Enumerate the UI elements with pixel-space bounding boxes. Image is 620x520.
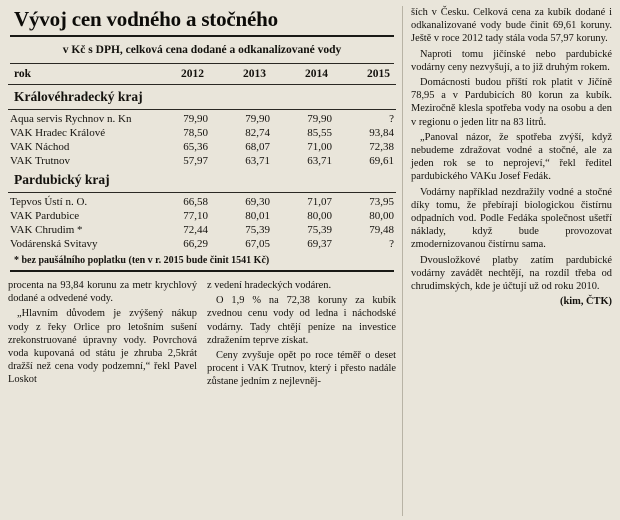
cell-2012: 77,10 — [183, 210, 209, 223]
cell-2014: 69,37 — [307, 238, 333, 251]
cell-2014: 79,90 — [307, 113, 333, 126]
cell-2015: 72,38 — [369, 141, 395, 154]
cell-2014: 71,07 — [307, 196, 333, 209]
table-row — [8, 223, 396, 237]
cell-2013: 80,01 — [245, 210, 271, 223]
page-columns — [8, 6, 612, 516]
cell-2014: 71,00 — [307, 141, 333, 154]
row-label: VAK Trutnov — [10, 155, 71, 168]
table-bottom-divider — [10, 270, 394, 272]
table-subtitle: v Kč s DPH, celková cena dodané a odkanalizované vody — [62, 44, 342, 57]
paragraph: ších v Česku. Celková cena za kubík dodané i odkanalizované vody bude činit 69,61 koruny. Ještě v roce 2012 tady stála voda 57,97 koruny. — [411, 7, 612, 45]
headline-divider — [10, 35, 394, 37]
row-label: VAK Náchod — [10, 141, 70, 154]
table-body — [8, 85, 396, 252]
cell-2013: 75,39 — [245, 224, 271, 237]
paragraph: Naproti tomu jičínské nebo pardubické vodárny ceny nezvyšují, a to již druhým rokem. — [411, 48, 612, 73]
column-header-2012: 2012 — [181, 68, 205, 81]
row-label: VAK Chrudim * — [10, 224, 83, 237]
cell-2014: 85,55 — [307, 127, 333, 140]
cell-2012: 66,58 — [183, 196, 209, 209]
region-heading-kralovehradecky: Královéhradecký kraj — [14, 89, 143, 105]
article-body-columns — [8, 279, 396, 391]
paragraph: procenta na 93,84 korunu za metr krychlový dodané a odvedené vody. — [8, 280, 198, 305]
table-header-row — [8, 67, 396, 81]
table-row — [8, 195, 396, 209]
cell-2015: 93,84 — [369, 127, 395, 140]
cell-2015: 79,48 — [369, 224, 395, 237]
row-label: Aqua servis Rychnov n. Kn — [10, 113, 132, 126]
cell-2014: 75,39 — [307, 224, 333, 237]
rates-table — [8, 67, 396, 251]
paragraph: Ceny zvyšuje opět po roce téměř o deset procent i VAK Trutnov, který i přesto nadále zůstane jedním z nejlevněj- — [207, 350, 397, 388]
table-row — [8, 126, 396, 140]
cell-2012: 65,36 — [183, 141, 209, 154]
cell-2012: 79,90 — [183, 113, 209, 126]
cell-2012: 78,50 — [183, 127, 209, 140]
paragraph: Dvousložkové platby zatím pardubické vodárny zavádět nechtějí, na rozdíl třeba od chrudimských, kde je účtují už od roku 2010. — [411, 254, 612, 293]
cell-2014: 80,00 — [307, 210, 333, 223]
left-column — [8, 6, 396, 516]
subtitle-divider — [10, 63, 394, 64]
table-row — [8, 209, 396, 223]
body-column-1 — [8, 279, 197, 391]
cell-2013: 82,74 — [245, 127, 271, 140]
cell-2013: 67,05 — [245, 238, 271, 251]
cell-2014: 63,71 — [307, 155, 333, 168]
body-column-2 — [207, 279, 396, 391]
paragraph: „Hlavním důvodem je zvýšený nákup vody z řeky Orlice pro letošním sušení zrekonstruované úpravny vody. Povrchová voda kupovaná od státu je zhruba 2,5krát dražší než cena vody podzemní,“ řekl Pavel Loskot — [8, 308, 198, 386]
cell-2015: ? — [389, 113, 395, 126]
paragraph: O 1,9 % na 72,38 koruny za kubík zvednou cenu vody od ledna i náchodské vodárny. Tady chtějí peníze na investice zdražením teprve získat. — [207, 295, 397, 346]
table-row — [8, 154, 396, 168]
paragraph: Domácnosti budou příští rok platit v Jičíně 78,95 a v Pardubicích 80 korun za kubík. Meziročně klesla spotřeba vody na osobu a den v regionu o jeden litr na 83 litrů. — [411, 77, 612, 128]
column-header-2013: 2013 — [243, 68, 267, 81]
cell-2012: 57,97 — [183, 155, 209, 168]
column-header-2014: 2014 — [305, 68, 329, 81]
cell-2013: 79,90 — [245, 113, 271, 126]
cell-2013: 68,07 — [245, 141, 271, 154]
cell-2013: 69,30 — [245, 196, 271, 209]
column-header-rok: rok — [14, 68, 32, 81]
row-label: VAK Hradec Králové — [10, 127, 106, 140]
article-byline: (kim, ČTK) — [560, 296, 612, 308]
cell-2015: ? — [389, 238, 395, 251]
region-heading-row — [8, 85, 396, 107]
cell-2013: 63,71 — [245, 155, 271, 168]
cell-2012: 66,29 — [183, 238, 209, 251]
table-row — [8, 140, 396, 154]
region-heading-pardubicky: Pardubický kraj — [14, 172, 110, 188]
paragraph: „Panoval názor, že spotřeba zvýší, když nebudeme zdražovat vodné a stočné, ale za jeden rok se to neprojeví,“ řekl ředitel pardubického VAKu Josef Fedák. — [411, 131, 612, 183]
row-label: VAK Pardubice — [10, 210, 80, 223]
table-row — [8, 112, 396, 126]
table-header — [8, 67, 396, 85]
cell-2012: 72,44 — [183, 224, 209, 237]
table-row — [8, 237, 396, 251]
row-label: Vodárenská Svitavy — [10, 238, 98, 251]
cell-2015: 80,00 — [369, 210, 395, 223]
paragraph: z vedení hradeckých vodáren. — [207, 280, 332, 292]
table-footnote: * bez paušálního poplatku (ten v r. 2015 bude činit 1541 Kč) — [14, 255, 270, 267]
paragraph: Vodárny například nezdražily vodné a stočné díky tomu, že přebírají biologickou čistírnu odpadních vod. Podle Fedáka společnost ušetří náklady, když bude provozovat zmodernizovanou čistírnu sama. — [411, 186, 612, 251]
cell-2015: 73,95 — [369, 196, 395, 209]
right-column — [402, 6, 612, 516]
row-label: Tepvos Ústí n. O. — [10, 196, 88, 209]
page-title: Vývoj cen vodného a stočného — [14, 7, 278, 31]
cell-2015: 69,61 — [369, 155, 395, 168]
region-heading-row — [8, 168, 396, 189]
column-header-2015: 2015 — [367, 68, 391, 81]
